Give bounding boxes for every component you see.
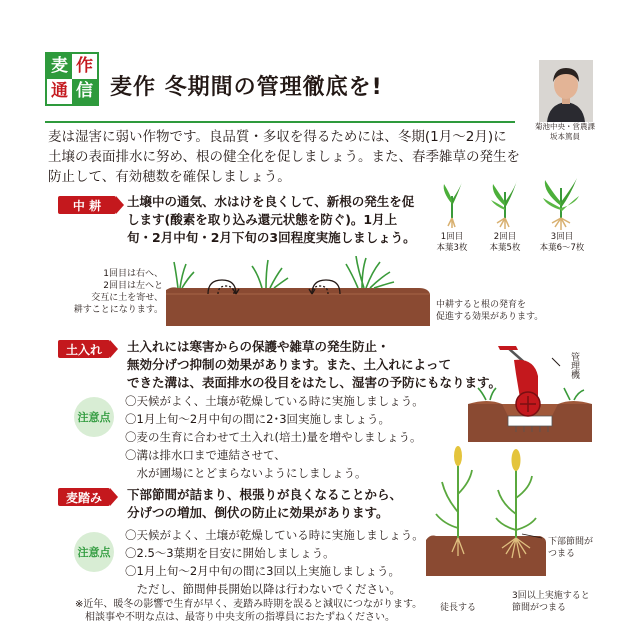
fig-label-right — [512, 578, 590, 614]
caution-badge: 注意点 — [74, 397, 114, 437]
badge-mugisaku-tsushin — [45, 52, 99, 106]
growth-stage-illustration — [425, 178, 605, 240]
wheat-row-icon — [174, 256, 394, 288]
footnote-line: ※近年、暖冬の影響で生育が早く、麦踏み時期を誤ると減収につながります。 — [75, 599, 423, 610]
machine-label-text: 管理機 — [569, 352, 579, 379]
note-line: 中耕すると根の発育を — [436, 300, 527, 310]
badge-char: 作 — [72, 54, 97, 79]
tsuchiire-text-line: 土入れには寒害からの保護や雑草の発生防止・ — [127, 339, 390, 354]
badge-char: 信 — [72, 79, 97, 104]
author-name: 坂本篤員 — [550, 132, 580, 141]
note-line: 2回目は左へと — [103, 281, 163, 291]
chuko-text — [127, 193, 416, 247]
seedling-icon — [444, 182, 462, 228]
note-item: 〇1月上旬～2月中旬の間に3回以上実施しましょう。 — [125, 564, 400, 578]
tsuchiire-notes — [125, 392, 424, 482]
note-line: 耕すことになります。 — [73, 305, 163, 315]
intro-line: 麦は湿害に弱い作物です。良品質・多収を得るためには、冬期(1月～2月)に — [48, 129, 507, 145]
author-affiliation: 菊池中央・営農課 — [535, 122, 595, 131]
fig-label-line: 節間がつまる — [512, 603, 567, 613]
footnote — [75, 598, 422, 624]
chuko-note-right — [436, 299, 543, 323]
stage-name: 2回目 — [493, 232, 517, 242]
cultivation-diagram — [166, 256, 431, 326]
stage-leaves: 本葉6～7枚 — [539, 243, 585, 253]
fig-label-top — [548, 536, 593, 560]
note-line: 1回目は右へ、 — [103, 269, 163, 279]
fig-label-line: つまる — [548, 549, 576, 559]
seedling-icon — [491, 180, 517, 229]
note-item: 水が圃場にとどまらないようにしましょう。 — [125, 466, 367, 480]
mugifumi-text — [127, 486, 402, 522]
stage-3 — [530, 232, 594, 254]
chuko-text-line: します(酸素を取り込み還元状態を防ぐ)。1月上 — [127, 212, 398, 227]
chuko-text-line: 旬・2月中旬・2月下旬の3回程度実施しましょう。 — [127, 230, 416, 245]
note-item: 〇1月上旬～2月中旬の間に2･3回実施しましょう。 — [125, 412, 391, 426]
tsuchiire-text-line: 無効分げつ抑制の効果があります。また、土入れによって — [127, 357, 452, 372]
seedling-icon — [543, 178, 579, 230]
caution-badge: 注意点 — [74, 532, 114, 572]
fig-label-line: 実施しないと — [440, 591, 495, 601]
note-item: 〇2.5～3葉期を目安に開始しましょう。 — [125, 546, 335, 560]
stage-name: 1回目 — [440, 232, 464, 242]
tsuchiire-text-line: できた溝は、表面排水の役目をはたし、湿害の予防にもなります。 — [127, 375, 502, 390]
stage-2 — [480, 232, 530, 254]
chuko-text-line: 土壌中の通気、水はけを良くして、新根の発生を促 — [127, 194, 415, 209]
wheat-comparison-illustration — [426, 442, 546, 577]
section-label-mugifumi: 麦踏み — [58, 488, 110, 506]
footnote-line: 相談事や不明な点は、最寄り中央支所の指導員におたずねください。 — [75, 612, 395, 623]
note-item: 〇天候がよく、土壌が乾燥している時に実施しましょう。 — [125, 394, 424, 408]
mugifumi-text-line: 下部節間が詰まり、根張りが良くなることから、 — [127, 487, 403, 502]
note-item: 〇麦の生育に合わせて土入れ(培土)量を増やしましょう。 — [125, 430, 422, 444]
stage-name: 3回目 — [550, 232, 574, 242]
section-label-chuko: 中 耕 — [58, 196, 116, 214]
stage-leaves: 本葉3枚 — [436, 243, 468, 253]
fig-label-left — [440, 578, 494, 614]
page-title: 麦作 冬期間の管理徹底を! — [110, 75, 383, 100]
fig-label-line: 3回以上実施すると — [512, 591, 590, 601]
tsuchiire-text — [127, 338, 501, 392]
fig-label-line: 麦踏みを — [512, 579, 549, 589]
chuko-note-left — [73, 268, 163, 316]
badge-char: 通 — [47, 79, 72, 104]
note-line: 促進する効果があります。 — [436, 312, 544, 322]
section-label-tsuchiire: 土入れ — [58, 340, 110, 358]
fig-label-line: 徒長する — [440, 603, 477, 613]
fig-label-line: 麦踏みを — [440, 579, 477, 589]
note-line: 交互に土を寄せ、 — [91, 293, 163, 303]
fig-label-line: 下部節間が — [548, 537, 594, 547]
intro-line: 防止して、有効穂数を確保しましょう。 — [48, 169, 291, 185]
author-photo — [539, 60, 593, 122]
mugifumi-notes — [125, 526, 424, 598]
note-item: ただし、節間伸長開始以降は行わないでください。 — [125, 582, 401, 596]
badge-char: 麦 — [47, 54, 72, 79]
note-item: 〇天候がよく、土壌が乾燥している時に実施しましょう。 — [125, 528, 424, 542]
intro-line: 土壌の表面排水に努め、根の健全化を促しましょう。また、春季雑草の発生を — [48, 149, 520, 165]
machine-label — [569, 352, 579, 382]
header-divider — [45, 121, 515, 123]
mugifumi-text-line: 分げつの増加、倒伏の防止に効果があります。 — [127, 505, 389, 520]
note-item: 〇溝は排水口まで連結させて、 — [125, 448, 286, 462]
stage-leaves: 本葉5枚 — [489, 243, 521, 253]
stage-1 — [427, 232, 477, 254]
